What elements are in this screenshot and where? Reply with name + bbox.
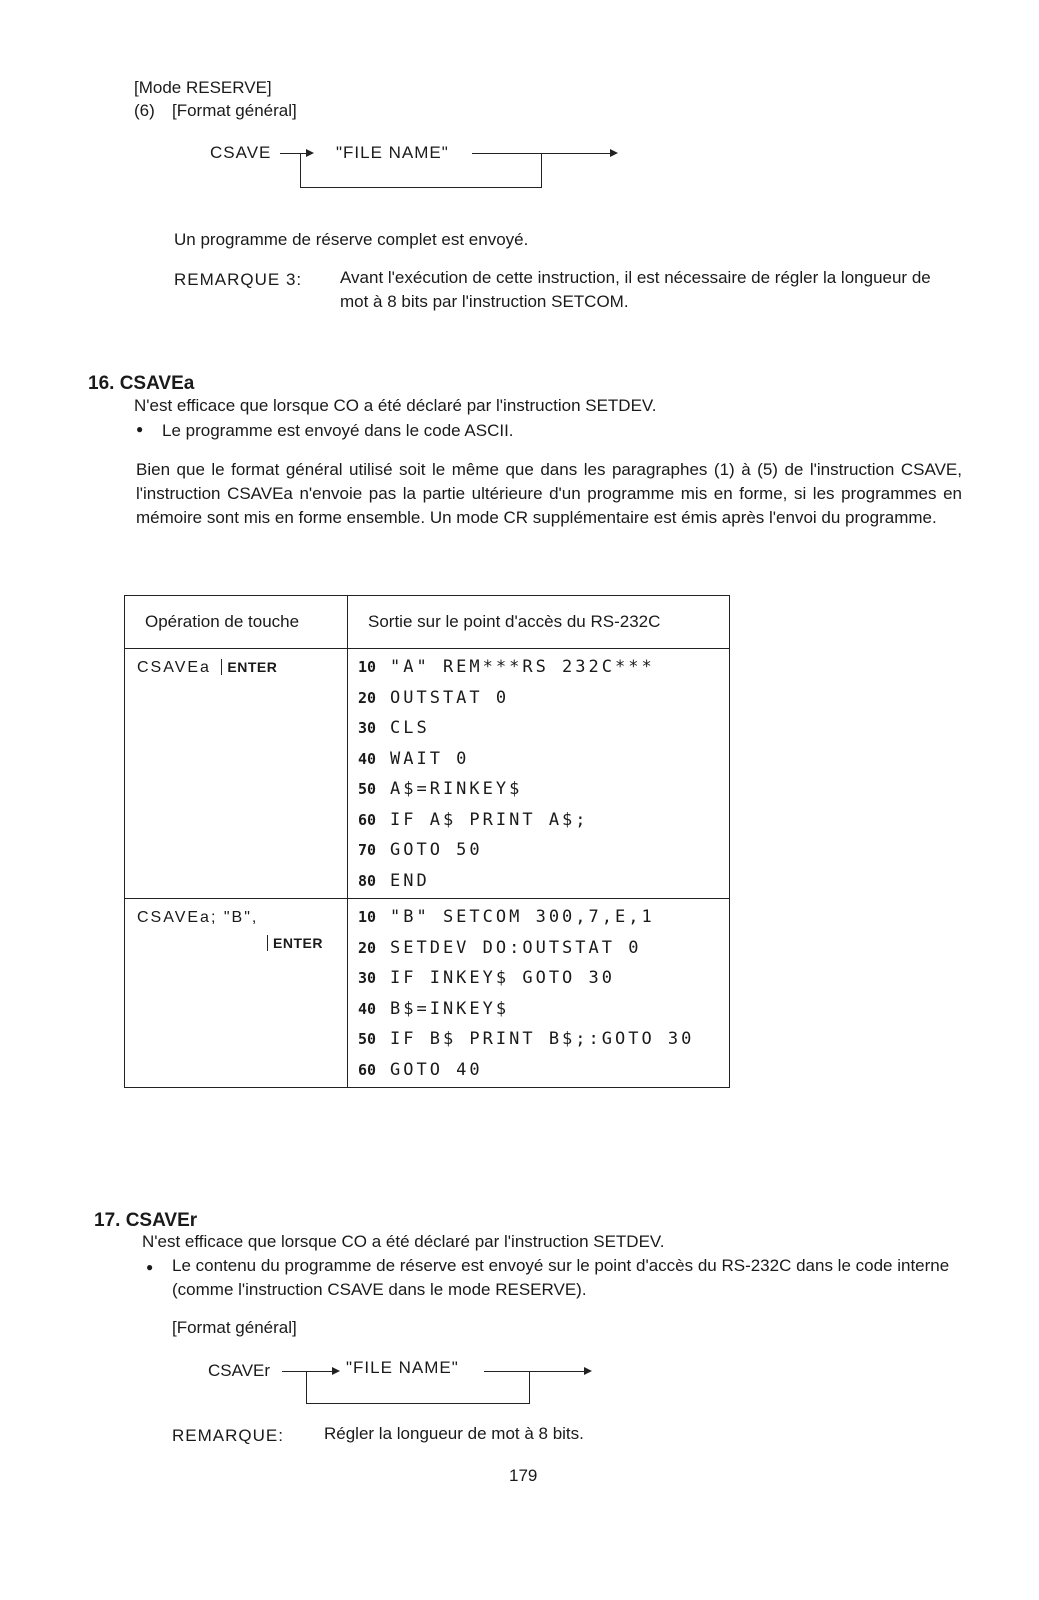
output-code-cell <box>348 649 730 899</box>
code-line: 50 IF B$ PRINT B$;:GOTO 30 <box>358 1029 695 1049</box>
code-line: 50 A$=RINKEY$ <box>358 779 523 799</box>
code-line: 60 GOTO 40 <box>358 1059 483 1080</box>
format-label: [Format général] <box>172 101 297 120</box>
output-code-cell <box>348 899 730 1088</box>
key-operation-cell <box>125 899 348 1088</box>
key-command: CSAVEa <box>137 659 211 676</box>
key-operation-table <box>124 595 730 1088</box>
section-17-remark-text: Régler la longueur de mot à 8 bits. <box>324 1424 584 1443</box>
reserve-description: Un programme de réserve complet est envoyé. <box>174 230 529 249</box>
table-row <box>125 899 730 1088</box>
code-line: 70 GOTO 50 <box>358 840 483 860</box>
code-line: 20 SETDEV DO:OUTSTAT 0 <box>358 937 642 958</box>
section-17-line: N'est efficace que lorsque CO a été déclaré par l'instruction SETDEV. <box>142 1232 665 1251</box>
table-header-row <box>125 596 730 649</box>
section-16-line: N'est efficace que lorsque CO a été déclaré par l'instruction SETDEV. <box>134 396 657 415</box>
section-17-format-label: [Format général] <box>172 1318 297 1337</box>
code-line: 30 CLS <box>358 718 430 738</box>
section-17-remark-label: REMARQUE: <box>172 1426 284 1445</box>
syntax-bypass-loop <box>306 1371 530 1404</box>
section-17-bullet: ● Le contenu du programme de réserve est envoyé sur le point d'accès du RS-232C dans le code interne (comme l'instruction CSAVE dans le mode RESERVE). <box>172 1254 966 1302</box>
remark-text: Avant l'exécution de cette instruction, il est nécessaire de régler la longueur de mot à 8 bits par l'instruction SETCOM. <box>340 268 931 311</box>
arrow-head-icon <box>610 149 618 157</box>
key-operation-cell <box>125 649 348 899</box>
key-command: CSAVEa; "B", <box>137 909 259 926</box>
page-number: 179 <box>509 1466 538 1485</box>
syntax-argument: "FILE NAME" <box>346 1358 459 1377</box>
section-17-heading: 17. CSAVEr <box>94 1210 198 1231</box>
arrow-head-icon <box>584 1367 592 1375</box>
table-header-output: Sortie sur le point d'accès du RS-232C <box>348 596 730 649</box>
table-header-key-operation: Opération de touche <box>125 596 348 649</box>
code-line: 10 "B" SETCOM 300,7,E,1 <box>358 907 655 927</box>
syntax-argument: "FILE NAME" <box>336 143 449 162</box>
code-line: 30 IF INKEY$ GOTO 30 <box>358 968 615 988</box>
code-line: 80 END <box>358 870 430 891</box>
syntax-bypass-loop <box>300 153 542 188</box>
syntax-command: CSAVE <box>210 143 272 162</box>
table-row <box>125 649 730 899</box>
mode-heading: [Mode RESERVE] <box>134 78 272 97</box>
item-label: (6) <box>134 101 155 120</box>
code-line: 40 B$=INKEY$ <box>358 998 510 1019</box>
code-line: 40 WAIT 0 <box>358 748 470 769</box>
remark-label: REMARQUE 3: <box>174 270 303 289</box>
code-line: 10 "A" REM***RS 232C*** <box>358 657 655 677</box>
enter-key: ENTER <box>221 659 277 675</box>
code-line: 20 OUTSTAT 0 <box>358 687 510 708</box>
syntax-command: CSAVEr <box>208 1361 271 1380</box>
section-16-paragraph: Bien que le format général utilisé soit le même que dans les paragraphes (1) à (5) de l'instruction CSAVE, l'instruction CSAVEa n'envoie pas la partie ultérieure d'un programme mis en forme, si les programmes en mémoire sont mis en forme ensemble. Un mode CR supplémentaire est émis après l'envoi du programme. <box>136 460 962 527</box>
section-16-heading: 16. CSAVEa <box>88 373 195 394</box>
code-line: 60 IF A$ PRINT A$; <box>358 809 589 830</box>
enter-key: ENTER <box>267 935 323 951</box>
section-16-bullet: ● Le programme est envoyé dans le code ASCII. <box>162 421 514 441</box>
